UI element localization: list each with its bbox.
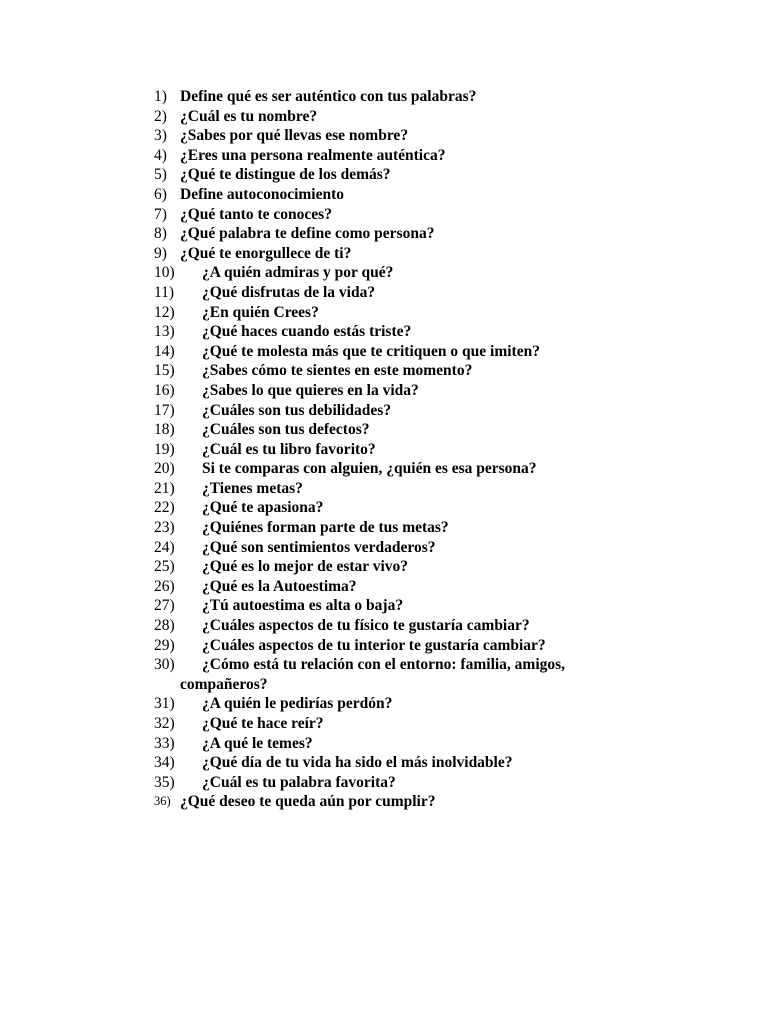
item-number: 33) — [154, 734, 175, 752]
item-text: ¿Qué te apasiona? — [202, 499, 324, 517]
list-item — [154, 636, 634, 656]
item-text: ¿Tienes metas? — [202, 479, 303, 497]
list-item — [154, 107, 634, 127]
item-text: ¿Qué te molesta más que te critiquen o que imiten? — [202, 342, 540, 360]
list-item — [154, 342, 634, 362]
item-number: 14) — [154, 342, 175, 360]
list-item — [154, 381, 634, 401]
list-item — [154, 792, 634, 812]
item-text: ¿A qué le temes? — [202, 734, 313, 752]
item-text: ¿Cómo está tu relación con el entorno: familia, amigos, — [202, 656, 566, 674]
list-item — [154, 126, 634, 146]
item-text: ¿Qué haces cuando estás triste? — [202, 323, 412, 341]
item-text: ¿En quién Crees? — [202, 303, 319, 321]
list-item — [154, 479, 634, 499]
item-number: 10) — [154, 264, 175, 282]
item-text: ¿Sabes lo que quieres en la vida? — [202, 381, 419, 399]
item-text: ¿A quién le pedirías perdón? — [202, 695, 393, 713]
list-item — [154, 224, 634, 244]
list-item — [154, 577, 634, 597]
item-number: 24) — [154, 538, 175, 556]
list-item — [154, 165, 634, 185]
item-number: 12) — [154, 303, 175, 321]
item-text: ¿Cuál es tu libro favorito? — [202, 440, 376, 458]
item-text: ¿Qué te hace reír? — [202, 715, 324, 732]
item-number: 5) — [154, 166, 167, 184]
item-text: ¿Cuáles son tus defectos? — [202, 421, 370, 439]
list-item — [154, 146, 634, 166]
list-item — [154, 596, 634, 616]
list-item — [154, 303, 634, 323]
list-item-continuation: compañeros? — [180, 675, 268, 693]
item-text: ¿Qué es lo mejor de estar vivo? — [202, 558, 409, 576]
item-text: ¿Cuáles aspectos de tu físico te gustaría cambiar? — [202, 617, 530, 635]
list-item — [154, 283, 634, 303]
list-item — [154, 185, 634, 205]
item-text: Si te comparas con alguien, ¿quién es esa persona? — [202, 460, 537, 478]
list-item — [154, 205, 634, 225]
item-number: 20) — [154, 460, 175, 478]
item-number: 2) — [154, 107, 167, 125]
item-text: ¿Qué son sentimientos verdaderos? — [202, 538, 436, 556]
item-text: ¿Quiénes forman parte de tus metas? — [202, 519, 449, 537]
item-text: ¿Eres una persona realmente auténtica? — [180, 146, 446, 164]
list-item — [154, 361, 634, 381]
item-number: 9) — [154, 244, 167, 262]
list-item — [154, 714, 634, 734]
item-text: ¿Qué tanto te conoces? — [180, 205, 332, 223]
item-number: 26) — [154, 577, 175, 595]
item-text: ¿Cuáles aspectos de tu interior te gustaría cambiar? — [202, 636, 546, 654]
question-list — [154, 87, 634, 812]
item-number: 4) — [154, 146, 167, 164]
item-number: 17) — [154, 401, 175, 419]
item-text: ¿Sabes por qué llevas ese nombre? — [180, 127, 409, 145]
item-number: 28) — [154, 617, 175, 635]
item-number: 19) — [154, 440, 175, 458]
list-item — [154, 459, 634, 479]
list-item — [154, 518, 634, 538]
item-text: ¿Qué te enorgullece de ti? — [180, 244, 352, 262]
item-number: 6) — [154, 185, 167, 203]
item-text: ¿Tú autoestima es alta o baja? — [202, 597, 404, 615]
list-item — [154, 498, 634, 518]
item-text: Define qué es ser auténtico con tus palabras? — [180, 88, 477, 105]
list-item — [154, 401, 634, 421]
item-number: 3) — [154, 127, 167, 145]
item-text: ¿Qué día de tu vida ha sido el más inolvidable? — [202, 754, 513, 772]
item-text: ¿Qué es la Autoestima? — [202, 577, 357, 595]
list-item — [154, 773, 634, 793]
list-item — [154, 322, 634, 342]
list-item — [154, 244, 634, 264]
item-text: ¿Cuál es tu nombre? — [180, 107, 318, 125]
item-number: 7) — [154, 205, 167, 223]
item-text: ¿Cuál es tu palabra favorita? — [202, 773, 396, 791]
item-number: 22) — [154, 499, 175, 517]
item-text: ¿Qué deseo te queda aún por cumplir? — [180, 793, 436, 811]
list-item — [154, 263, 634, 283]
item-text: ¿Sabes cómo te sientes en este momento? — [202, 362, 473, 380]
list-item — [154, 87, 634, 107]
item-number: 29) — [154, 636, 175, 654]
item-text: ¿Qué disfrutas de la vida? — [202, 283, 376, 301]
item-number: 23) — [154, 519, 175, 537]
item-number: 34) — [154, 754, 175, 772]
list-item — [154, 440, 634, 460]
item-number: 31) — [154, 695, 175, 713]
list-item — [154, 538, 634, 558]
item-text: ¿Cuáles son tus debilidades? — [202, 401, 392, 419]
list-item — [154, 420, 634, 440]
list-item — [154, 616, 634, 636]
item-number: 25) — [154, 558, 175, 576]
item-number: 1) — [154, 88, 167, 105]
list-item — [154, 734, 634, 754]
item-text: Define autoconocimiento — [180, 185, 345, 203]
item-number: 8) — [154, 225, 167, 243]
item-text: ¿Qué te distingue de los demás? — [180, 166, 391, 184]
list-item — [154, 557, 634, 577]
item-number: 35) — [154, 773, 175, 791]
item-number: 13) — [154, 323, 175, 341]
list-item — [154, 694, 634, 714]
item-number: 11) — [154, 283, 175, 301]
item-number: 21) — [154, 479, 175, 497]
item-number: 16) — [154, 381, 175, 399]
item-number: 36) — [154, 794, 171, 809]
item-number: 15) — [154, 362, 175, 380]
item-number: 27) — [154, 597, 175, 615]
item-number: 30) — [154, 656, 175, 674]
list-item — [154, 753, 634, 773]
item-number: 18) — [154, 421, 175, 439]
list-item — [154, 655, 634, 675]
item-text: ¿Qué palabra te define como persona? — [180, 225, 435, 243]
item-text: ¿A quién admiras y por qué? — [202, 264, 394, 282]
item-number: 32) — [154, 715, 175, 732]
